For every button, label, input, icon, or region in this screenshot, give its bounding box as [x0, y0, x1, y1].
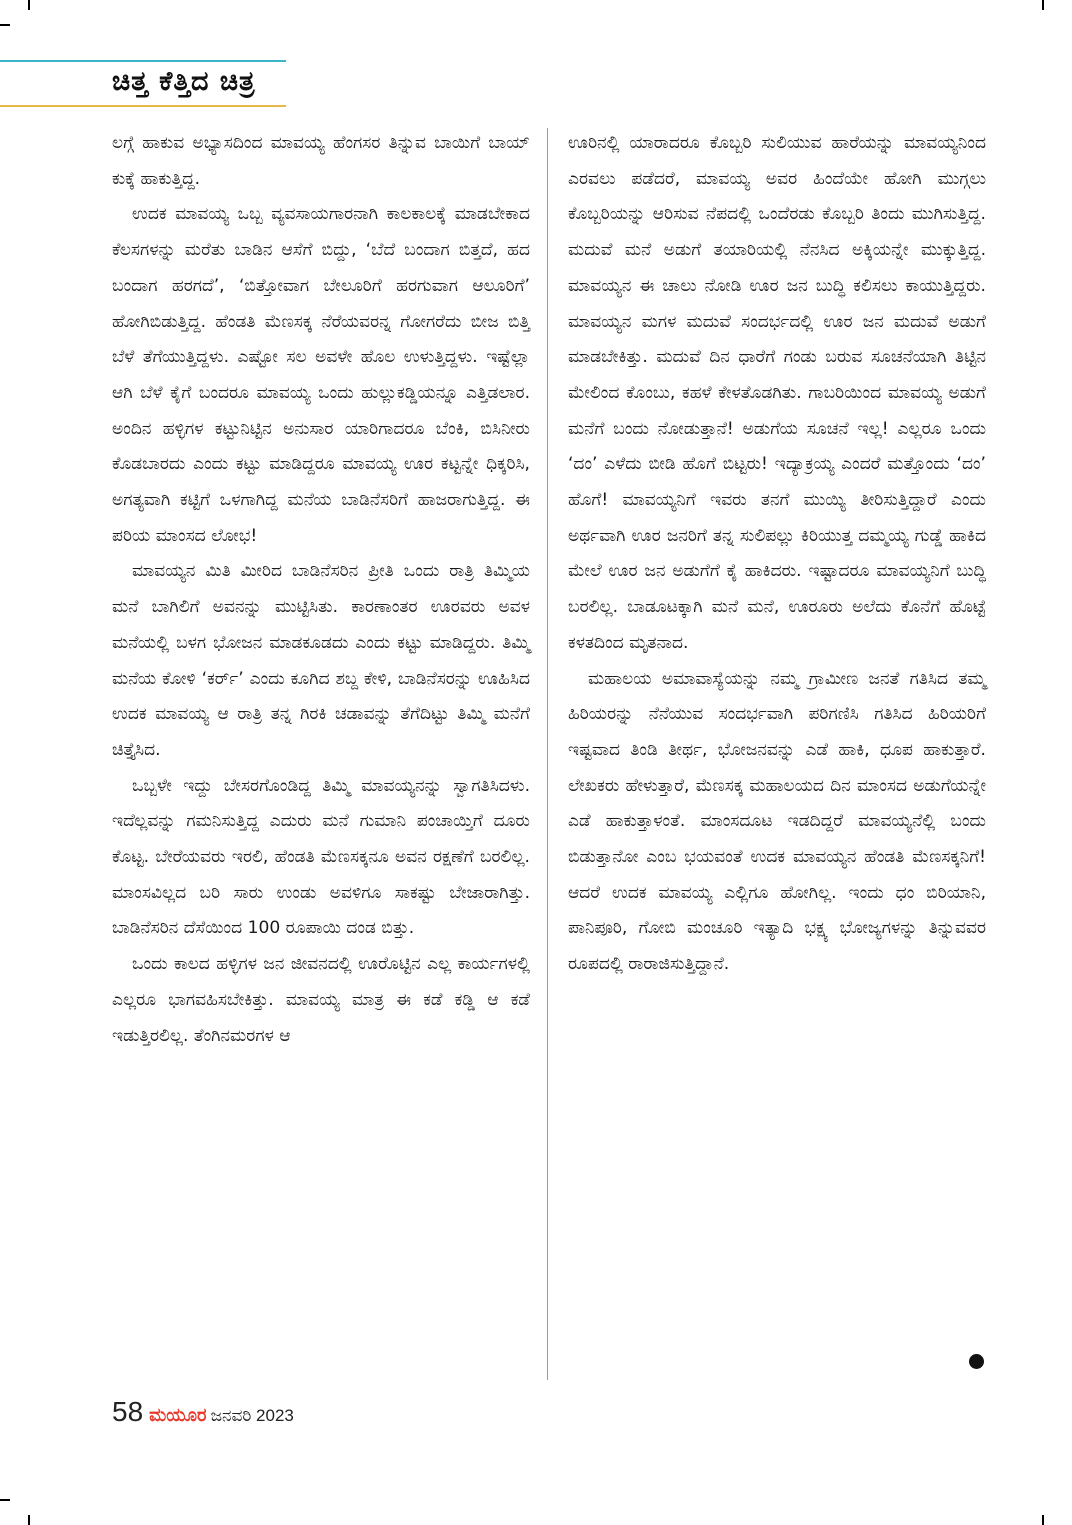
crop-mark: [1042, 0, 1044, 10]
crop-mark: [1042, 1515, 1044, 1525]
paragraph: ಉದಕ ಮಾವಯ್ಯ ಒಬ್ಬ ವ್ಯವಸಾಯಗಾರನಾಗಿ ಕಾಲಕಾಲಕ್ಕೆ ಮಾಡಬೇಕಾದ ಕೆಲಸಗಳನ್ನು ಮರೆತು ಬಾಡಿನ ಆಸೆಗೆ ಬಿದ್ದು, ‘ಬೆದೆ ಬಂದಾಗ ಬಿತ್ತದೆ, ಹದ ಬಂದಾಗ ಹರಗದೆ’, ‘ಬಿತ್ತೋವಾಗ ಬೇಲೂರಿಗೆ ಹರಗುವಾಗ ಆಲೂರಿಗೆ’ ಹೋಗಿಬಿಡುತ್ತಿದ್ದ. ಹೆಂಡತಿ ಮೆಣಸಕ್ಕ ನೆರೆಯವರನ್ನ ಗೋಗರೆದು ಬೀಜ ಬಿತ್ತಿ ಬೆಳೆ ತೆಗೆಯುತ್ತಿದ್ದಳು. ಎಷ್ಟೋ ಸಲ ಅವಳೇ ಹೊಲ ಉಳುತ್ತಿದ್ದಳು. ಇಷ್ಟೆಲ್ಲಾ ಆಗಿ ಬೆಳೆ ಕೈಗೆ ಬಂದರೂ ಮಾವಯ್ಯ ಒಂದು ಹುಲ್ಲುಕಡ್ಡಿಯನ್ನೂ ಎತ್ತಿಡಲಾರ. ಅಂದಿನ ಹಳ್ಳಿಗಳ ಕಟ್ಟುನಿಟ್ಟಿನ ಅನುಸಾರ ಯಾರಿಗಾದರೂ ಬೆಂಕಿ, ಬಿಸಿನೀರು ಕೊಡಬಾರದು ಎಂದು ಕಟ್ಟು ಮಾಡಿದ್ದರೂ ಮಾವಯ್ಯ ಊರ ಕಟ್ಟನ್ನೇ ಧಿಕ್ಕರಿಸಿ, ಅಗತ್ಯವಾಗಿ ಕಟ್ಟಿಗೆ ಒಳಗಾಗಿದ್ದ ಮನೆಯ ಬಾಡಿನೆಸರಿಗೆ ಹಾಜರಾಗುತ್ತಿದ್ದ. ಈ ಪರಿಯ ಮಾಂಸದ ಲೋಭ!: [112, 204, 530, 546]
right-column: [568, 126, 986, 983]
left-column: [112, 126, 530, 1054]
crop-mark: [0, 24, 10, 26]
crop-mark: [0, 1499, 10, 1501]
page-number: 58: [112, 1396, 144, 1427]
end-of-article-bullet: [969, 1354, 984, 1369]
crop-mark: [28, 1515, 30, 1525]
crop-mark: [28, 0, 30, 10]
column-divider: [547, 128, 548, 1380]
paragraph: ಊರಿನಲ್ಲಿ ಯಾರಾದರೂ ಕೊಬ್ಬರಿ ಸುಲಿಯುವ ಹಾರೆಯನ್ನು ಮಾವಯ್ಯನಿಂದ ಎರವಲು ಪಡೆದರೆ, ಮಾವಯ್ಯ ಅವರ ಹಿಂದೆಯೇ ಹೋಗಿ ಮುಗ್ಗಲು ಕೊಬ್ಬರಿಯನ್ನು ಆರಿಸುವ ನೆಪದಲ್ಲಿ ಒಂದೆರಡು ಕೊಬ್ಬರಿ ತಿಂದು ಮುಗಿಸುತ್ತಿದ್ದ. ಮದುವೆ ಮನೆ ಅಡುಗೆ ತಯಾರಿಯಲ್ಲಿ ನೆನಸಿದ ಅಕ್ಕಿಯನ್ನೇ ಮುಕ್ಕುತ್ತಿದ್ದ. ಮಾವಯ್ಯನ ಈ ಚಾಲು ನೋಡಿ ಊರ ಜನ ಬುದ್ಧಿ ಕಲಿಸಲು ಕಾಯುತ್ತಿದ್ದರು. ಮಾವಯ್ಯನ ಮಗಳ ಮದುವೆ ಸಂದರ್ಭದಲ್ಲಿ ಊರ ಜನ ಮದುವೆ ಅಡುಗೆ ಮಾಡಬೇಕಿತ್ತು. ಮದುವೆ ದಿನ ಧಾರೆಗೆ ಗಂಡು ಬರುವ ಸೂಚನೆಯಾಗಿ ತಿಟ್ಟಿನ ಮೇಲಿಂದ ಕೊಂಬು, ಕಹಳೆ ಕೇಳತೊಡಗಿತು. ಗಾಬರಿಯಿಂದ ಮಾವಯ್ಯ ಅಡುಗೆ ಮನೆಗೆ ಬಂದು ನೋಡುತ್ತಾನೆ! ಅಡುಗೆಯ ಸೂಚನೆ ಇಲ್ಲ! ಎಲ್ಲರೂ ಒಂದು ‘ದಂ’ ಎಳೆದು ಬೀಡಿ ಹೊಗೆ ಬಿಟ್ಟರು! ಇದ್ಯಾಕ್ರಯ್ಯ ಎಂದರೆ ಮತ್ತೊಂದು ‘ದಂ’ ಹೊಗೆ! ಮಾವಯ್ಯನಿಗೆ ಇವರು ತನಗೆ ಮುಯ್ಯಿ ತೀರಿಸುತ್ತಿದ್ದಾರೆ ಎಂದು ಅರ್ಥವಾಗಿ ಊರ ಜನರಿಗೆ ತನ್ನ ಸುಲಿಪಲ್ಲು ಕಿರಿಯುತ್ತ ದಮ್ಮಯ್ಯ ಗುಡ್ಡೆ ಹಾಕಿದ ಮೇಲೆ ಊರ ಜನ ಅಡುಗೆಗೆ ಕೈ ಹಾಕಿದರು. ಇಷ್ಟಾದರೂ ಮಾವಯ್ಯನಿಗೆ ಬುದ್ಧಿ ಬರಲಿಲ್ಲ. ಬಾಡೂಟಕ್ಕಾಗಿ ಮನೆ ಮನೆ, ಊರೂರು ಅಲೆದು ಕೊನೆಗೆ ಹೊಟ್ಟೆ ಕಳತದಿಂದ ಮೃತನಾದ.: [568, 133, 986, 653]
header-rule-top: [0, 60, 286, 62]
paragraph: ಮಹಾಲಯ ಅಮಾವಾಸ್ಯೆಯನ್ನು ನಮ್ಮ ಗ್ರಾಮೀಣ ಜನತೆ ಗತಿಸಿದ ತಮ್ಮ ಹಿರಿಯರನ್ನು ನೆನೆಯುವ ಸಂದರ್ಭವಾಗಿ ಪರಿಗಣಿಸಿ ಗತಿಸಿದ ಹಿರಿಯರಿಗೆ ಇಷ್ಟವಾದ ತಿಂಡಿ ತೀರ್ಥ, ಭೋಜನವನ್ನು ಎಡೆ ಹಾಕಿ, ಧೂಪ ಹಾಕುತ್ತಾರೆ. ಲೇಖಕರು ಹೇಳುತ್ತಾರೆ, ಮೆಣಸಕ್ಕ ಮಹಾಲಯದ ದಿನ ಮಾಂಸದ ಅಡುಗೆಯನ್ನೇ ಎಡೆ ಹಾಕುತ್ತಾಳಂತೆ. ಮಾಂಸದೂಟ ಇಡದಿದ್ದರೆ ಮಾವಯ್ಯನೆಲ್ಲಿ ಬಂದು ಬಿಡುತ್ತಾನೋ ಎಂಬ ಭಯವಂತೆ ಉದಕ ಮಾವಯ್ಯನ ಹೆಂಡತಿ ಮೆಣಸಕ್ಕನಿಗೆ! ಆದರೆ ಉದಕ ಮಾವಯ್ಯ ಎಲ್ಲಿಗೂ ಹೋಗಿಲ್ಲ. ಇಂದು ಧಂ ಬಿರಿಯಾನಿ, ಪಾನಿಪೂರಿ, ಗೋಬಿ ಮಂಚೂರಿ ಇತ್ಯಾದಿ ಭಕ್ಷ್ಯ ಭೋಜ್ಯಗಳನ್ನು ತಿನ್ನುವವರ ರೂಪದಲ್ಲಿ ರಾರಾಜಿಸುತ್ತಿದ್ದಾನೆ.: [568, 668, 986, 975]
issue-date: ಜನವರಿ 2023: [210, 1406, 294, 1425]
page-footer: [112, 1396, 294, 1428]
paragraph: ಒಂದು ಕಾಲದ ಹಳ್ಳಿಗಳ ಜನ ಜೀವನದಲ್ಲಿ ಊರೊಟ್ಟಿನ ಎಲ್ಲ ಕಾರ್ಯಗಳಲ್ಲಿ ಎಲ್ಲರೂ ಭಾಗವಹಿಸಬೇಕಿತ್ತು. ಮಾವಯ್ಯ ಮಾತ್ರ ಈ ಕಡೆ ಕಡ್ಡಿ ಆ ಕಡೆ ಇಡುತ್ತಿರಲಿಲ್ಲ. ತೆಂಗಿನಮರಗಳ ಆ: [112, 954, 530, 1046]
magazine-name: ಮಯೂರ: [149, 1405, 207, 1425]
section-title: ಚಿತ್ತ ಕೆತ್ತಿದ ಚಿತ್ರ: [112, 66, 256, 97]
paragraph: ಲಗ್ಗೆ ಹಾಕುವ ಅಭ್ಯಾಸದಿಂದ ಮಾವಯ್ಯ ಹೆಂಗಸರ ತಿನ್ನುವ ಬಾಯಿಗೆ ಬಾಯ್ ಕುಕ್ಕೆ ಹಾಕುತ್ತಿದ್ದ.: [112, 133, 530, 189]
header-rule-bottom: [0, 105, 286, 107]
paragraph: ಮಾವಯ್ಯನ ಮಿತಿ ಮೀರಿದ ಬಾಡಿನೆಸರಿನ ಪ್ರೀತಿ ಒಂದು ರಾತ್ರಿ ತಿಮ್ಮಿಯ ಮನೆ ಬಾಗಿಲಿಗೆ ಅವನನ್ನು ಮುಟ್ಟಿಸಿತು. ಕಾರಣಾಂತರ ಊರವರು ಅವಳ ಮನೆಯಲ್ಲಿ ಬಳಗ ಭೋಜನ ಮಾಡಕೂಡದು ಎಂದು ಕಟ್ಟು ಮಾಡಿದ್ದರು. ತಿಮ್ಮಿ ಮನೆಯ ಕೋಳಿ ‘ಕರ್ರ್’ ಎಂದು ಕೂಗಿದ ಶಬ್ದ ಕೇಳಿ, ಬಾಡಿನೆಸರನ್ನು ಊಹಿಸಿದ ಉದಕ ಮಾವಯ್ಯ ಆ ರಾತ್ರಿ ತನ್ನ ಗಿರಕಿ ಚಡಾವನ್ನು ತೆಗೆದಿಟ್ಟು ತಿಮ್ಮಿ ಮನೆಗೆ ಚಿತ್ತೈಸಿದ.: [112, 561, 530, 760]
paragraph: ಒಬ್ಬಳೇ ಇದ್ದು ಬೇಸರಗೊಂಡಿದ್ದ ತಿಮ್ಮಿ ಮಾವಯ್ಯನನ್ನು ಸ್ವಾಗತಿಸಿದಳು. ಇದೆಲ್ಲವನ್ನು ಗಮನಿಸುತ್ತಿದ್ದ ಎದುರು ಮನೆ ಗುಮಾನಿ ಪಂಚಾಯ್ತಿಗೆ ದೂರು ಕೊಟ್ಟ. ಬೇರೆಯವರು ಇರಲಿ, ಹೆಂಡತಿ ಮೆಣಸಕ್ಕನೂ ಅವನ ರಕ್ಷಣೆಗೆ ಬರಲಿಲ್ಲ. ಮಾಂಸವಿಲ್ಲದ ಬರಿ ಸಾರು ಉಂಡು ಅವಳಿಗೂ ಸಾಕಷ್ಟು ಬೇಜಾರಾಗಿತ್ತು. ಬಾಡಿನೆಸರಿನ ದೆಸೆಯಿಂದ 100 ರೂಪಾಯಿ ದಂಡ ಬಿತ್ತು.: [112, 775, 530, 939]
